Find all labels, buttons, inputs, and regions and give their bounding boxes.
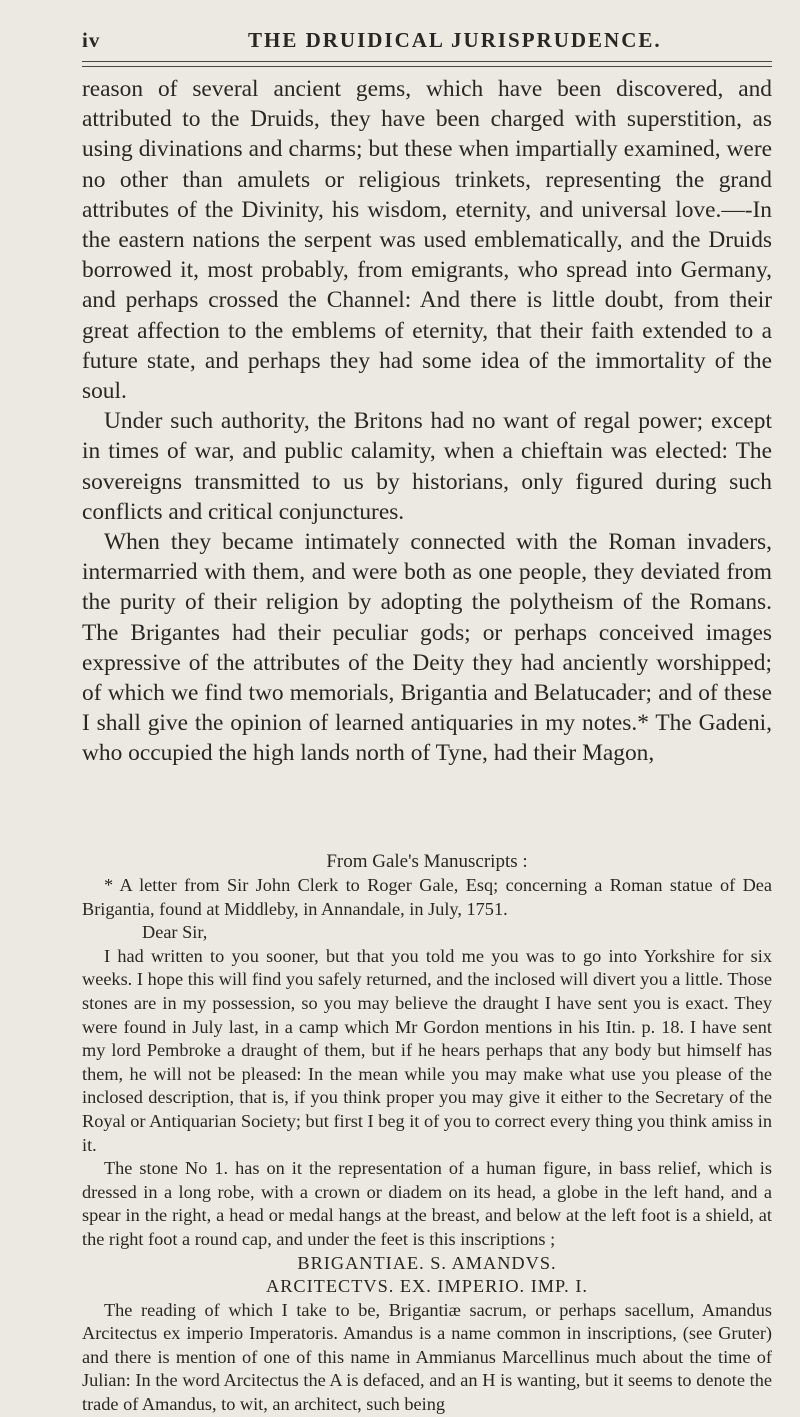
paragraph: reason of several ancient gems, which have been discovered, and attributed to the Druids, they have been charged with superstition, as using divinations and charms; but these when impartially examined, were no other than amulets or religious trinkets, representing the grand attributes of the Divinity, his wisdom, eternity, and universal love.—-In the eastern nations the serpent was used emblematically, and the Druids borrowed it, most probably, from emigrants, who spread into Germany, and perhaps crossed the Channel: And there is little doubt, from their great affection to the emblems of eternity, that their faith extended to a future state, and perhaps they had some idea of the immortality of the soul.: [82, 76, 772, 405]
header-rule: [82, 61, 772, 62]
footnote-line: The reading of which I take to be, Brigantiæ sacrum, or perhaps sacellum, Amandus Arcitectus ex imperio Imperatoris. Amandus is a name common in inscriptions, (see Gruter) and there is mention of one of this name in Ammianus Marcellinus much about the time of Julian: In the word Arcitectus the A is defaced, and an H is wanting, but it seems to denote the trade of Amandus, to wit, an architect, such being: [82, 1299, 772, 1415]
footnote-line: The stone No 1. has on it the representation of a human figure, in bass relief, which is dressed in a long robe, with a crown or diadem on its head, a globe in the left hand, and a spear in the right, a head or medal hangs at the breast, and below at the left foot is a shield, at the right foot a round cap, and under the feet is this inscriptions ;: [82, 1158, 772, 1249]
running-title: THE DRUIDICAL JURISPRUDENCE.: [248, 28, 662, 52]
page-header: [82, 28, 772, 58]
footnote-heading: From Gale's Manuscripts :: [326, 851, 528, 872]
inscription-line: ARCITECTVS. EX. IMPERIO. IMP. I.: [266, 1276, 588, 1297]
paragraph: When they became intimately connected with the Roman invaders, intermarried with them, and were both as one people, they deviated from the purity of their religion by adopting the polytheism of the Romans. The Brigantes had their peculiar gods; or perhaps conceived images expressive of the attributes of the Deity they had anciently worshipped; of which we find two memorials, Brigantia and Belatucader; and of these I shall give the opinion of learned antiquaries in my notes.* The Gadeni, who occupied the high lands north of Tyne, had their Magon,: [82, 529, 772, 767]
footnote-line: I had written to you sooner, but that you told me you was to go into Yorkshire for six weeks. I hope this will find you safely returned, and the inclosed will divert you a little. Those stones are in my possession, so you may believe the draught I have sent you is exact. They were found in July last, in a camp which Mr Gordon mentions in his Itin. p. 18. I have sent my lord Pembroke a draught of them, but if he hears perhaps that any body but himself has them, he will not be pleased: In the mean while you may make what use you please of the inclosed description, that is, if you think proper you may give it either to the Secretary of the Royal or Antiquarian Society; but first I beg it of you to correct every thing you think amiss in it.: [82, 945, 772, 1155]
footnote-line: * A letter from Sir John Clerk to Roger Gale, Esq; concerning a Roman statue of Dea Brigantia, found at Middleby, in Annandale, in July, 1751.: [82, 875, 772, 919]
paragraph: Under such authority, the Britons had no want of regal power; except in times of war, and public calamity, when a chieftain was elected: The sovereigns transmitted to us by historians, only figured during such conflicts and critical conjunctures.: [82, 408, 772, 525]
page-number: iv: [82, 28, 101, 52]
salutation: Dear Sir,: [142, 922, 208, 943]
inscription-line: BRIGANTIAE. S. AMANDVS.: [297, 1252, 557, 1273]
header-rule-thin: [82, 66, 772, 67]
footnote: [82, 874, 772, 1417]
main-text: [82, 74, 772, 769]
